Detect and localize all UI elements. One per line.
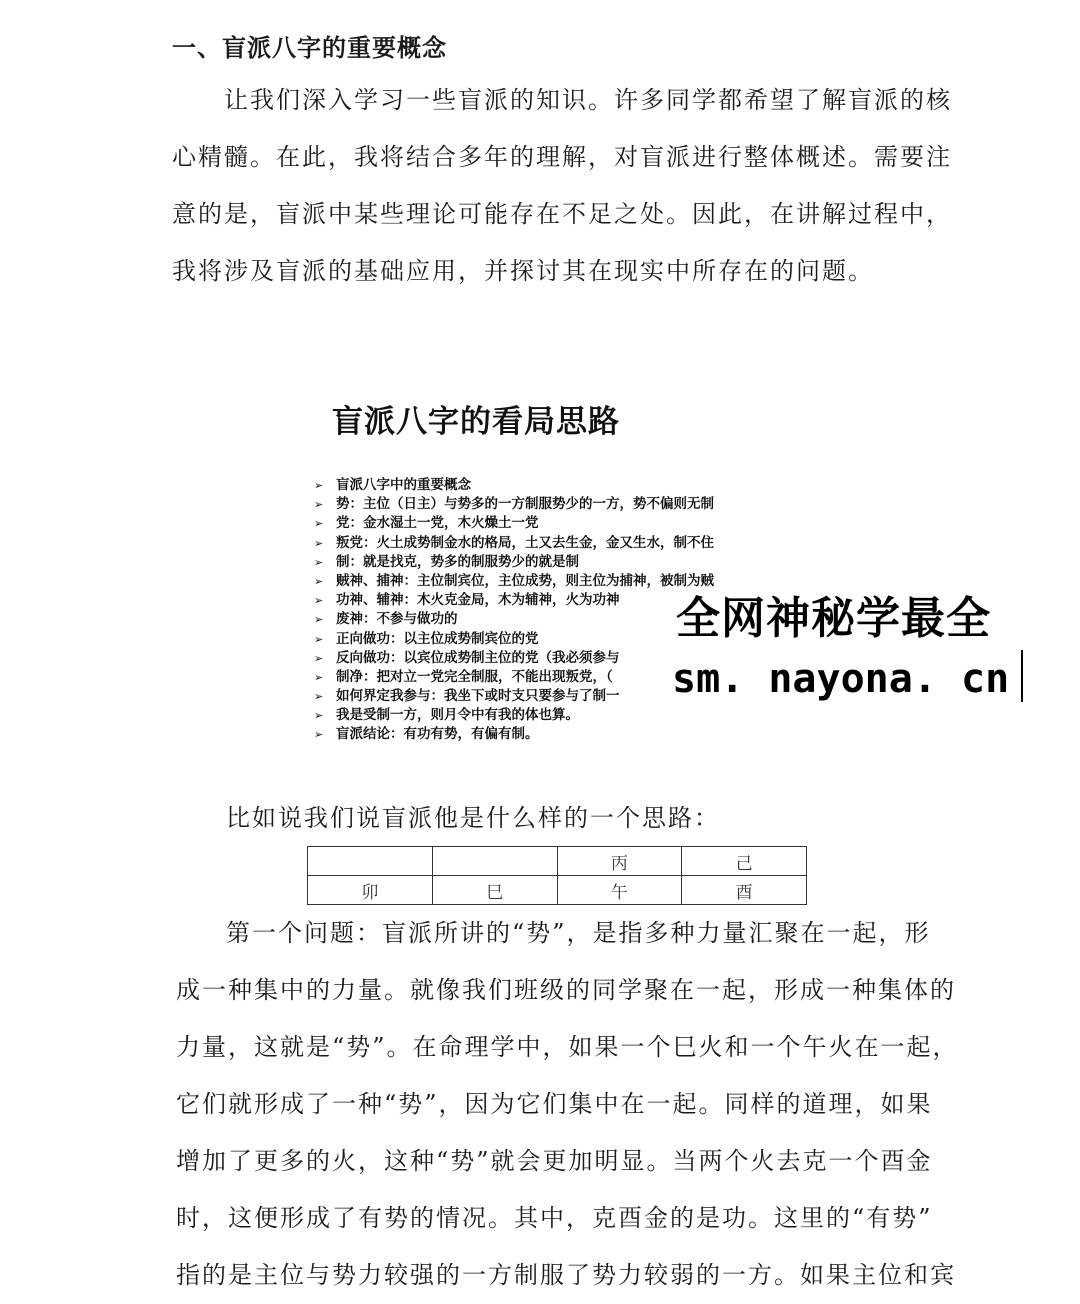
arrow-bullet-icon: ➢ xyxy=(314,632,324,646)
example-intro xyxy=(226,790,720,847)
arrow-bullet-icon: ➢ xyxy=(314,479,324,492)
slide-bullet: ➢ 正向做功：以主位成势制宾位的党 xyxy=(314,630,714,649)
table-cell xyxy=(308,847,433,876)
arrow-bullet-icon: ➢ xyxy=(314,498,324,512)
slide-bullet: ➢ 党：金水湿土一党，木火燥土一党 xyxy=(314,514,714,533)
table-cell xyxy=(432,847,557,876)
table-cell: 巳 xyxy=(432,876,557,905)
watermark-url: sm. nayona. cn xyxy=(672,650,1080,708)
slide-bullet: ➢ 如何界定我参与：我坐下或时支只要参与了制一 xyxy=(314,687,714,706)
arrow-bullet-icon: ➢ xyxy=(314,613,324,627)
table-cell: 己 xyxy=(682,847,807,876)
slide-bullet: ➢ 制净：把对立一党完全制服，不能出现叛党，（ xyxy=(314,668,714,687)
table-cell: 卯 xyxy=(308,876,433,905)
arrow-bullet-icon: ➢ xyxy=(314,594,324,608)
table-cell: 酉 xyxy=(682,876,807,905)
paragraph-line: 比如说我们说盲派他是什么样的一个思路： xyxy=(226,804,720,832)
arrow-bullet-icon: ➢ xyxy=(314,728,324,742)
arrow-bullet-icon: ➢ xyxy=(314,517,324,531)
arrow-bullet-icon: ➢ xyxy=(314,536,324,550)
slide-bullet: ➢ 叛党：火土成势制金水的格局，土又去生金，金又生水，制不住 xyxy=(314,534,714,553)
slide-bullet: ➢ 功神、辅神：木火克金局，木为辅神，火为功神 xyxy=(314,591,714,610)
slide-bullet: ➢ 势：主位（日主）与势多的一方制服势少的一方，势不偏则无制 xyxy=(314,495,714,514)
slide-bullet: ➢ 盲派结论：有功有势，有偏有制。 xyxy=(314,725,714,744)
paragraph-line: 时，这便形成了有势的情况。其中，克酉金的是功。这里的“有势” xyxy=(176,1204,933,1232)
slide-bullet-list xyxy=(314,476,714,745)
table-row xyxy=(308,876,807,905)
arrow-bullet-icon: ➢ xyxy=(314,574,324,588)
watermark-text: 全网神秘学最全 xyxy=(676,590,1080,648)
slide-bullet: ➢ 我是受制一方，则月令中有我的体也算。 xyxy=(314,706,714,725)
paragraph-line: 意的是，盲派中某些理论可能存在不足之处。因此，在讲解过程中， xyxy=(172,200,952,228)
section-heading: 一、盲派八字的重要概念 xyxy=(172,34,447,62)
paragraph-line: 让我们深入学习一些盲派的知识。许多同学都希望了解盲派的核 xyxy=(224,86,952,114)
paragraph-line: 成一种集中的力量。就像我们班级的同学聚在一起，形成一种集体的 xyxy=(176,976,956,1004)
arrow-bullet-icon: ➢ xyxy=(314,690,324,704)
text-cursor xyxy=(1021,650,1023,702)
paragraph-line: 第一个问题：盲派所讲的“势”，是指多种力量汇聚在一起，形 xyxy=(226,919,931,947)
bazi-pillar-table xyxy=(307,846,807,905)
table-cell: 丙 xyxy=(557,847,682,876)
slide-bullet: ➢ 制：就是找克，势多的制服势少的就是制 xyxy=(314,553,714,572)
arrow-bullet-icon: ➢ xyxy=(314,709,324,723)
slide-title: 盲派八字的看局思路 xyxy=(332,404,620,440)
paragraph-line: 心精髓。在此，我将结合多年的理解，对盲派进行整体概述。需要注 xyxy=(172,143,952,171)
paragraph-line: 力量，这就是“势”。在命理学中，如果一个巳火和一个午火在一起， xyxy=(176,1033,959,1061)
paragraph-line: 指的是主位与势力较强的一方制服了势力较弱的一方。如果主位和宾 xyxy=(176,1261,956,1289)
table-row xyxy=(308,847,807,876)
discussion-paragraph xyxy=(176,905,959,1304)
arrow-bullet-icon: ➢ xyxy=(314,670,324,684)
arrow-bullet-icon: ➢ xyxy=(314,555,324,569)
arrow-bullet-icon: ➢ xyxy=(314,651,324,665)
slide-bullet: ➢ 盲派八字中的重要概念 xyxy=(314,476,714,495)
paragraph-line: 增加了更多的火，这种“势”就会更加明显。当两个火去克一个酉金 xyxy=(176,1147,933,1175)
slide-bullet: ➢ 废神：不参与做功的 xyxy=(314,610,714,629)
intro-paragraph xyxy=(172,72,952,300)
paragraph-line: 我将涉及盲派的基础应用，并探讨其在现实中所存在的问题。 xyxy=(172,257,874,285)
slide-bullet: ➢ 反向做功：以宾位成势制主位的党（我必须参与 xyxy=(314,649,714,668)
slide-bullet: ➢ 贼神、捕神：主位制宾位，主位成势，则主位为捕神，被制为贼 xyxy=(314,572,714,591)
table-cell: 午 xyxy=(557,876,682,905)
paragraph-line: 它们就形成了一种“势”，因为它们集中在一起。同样的道理，如果 xyxy=(176,1090,933,1118)
